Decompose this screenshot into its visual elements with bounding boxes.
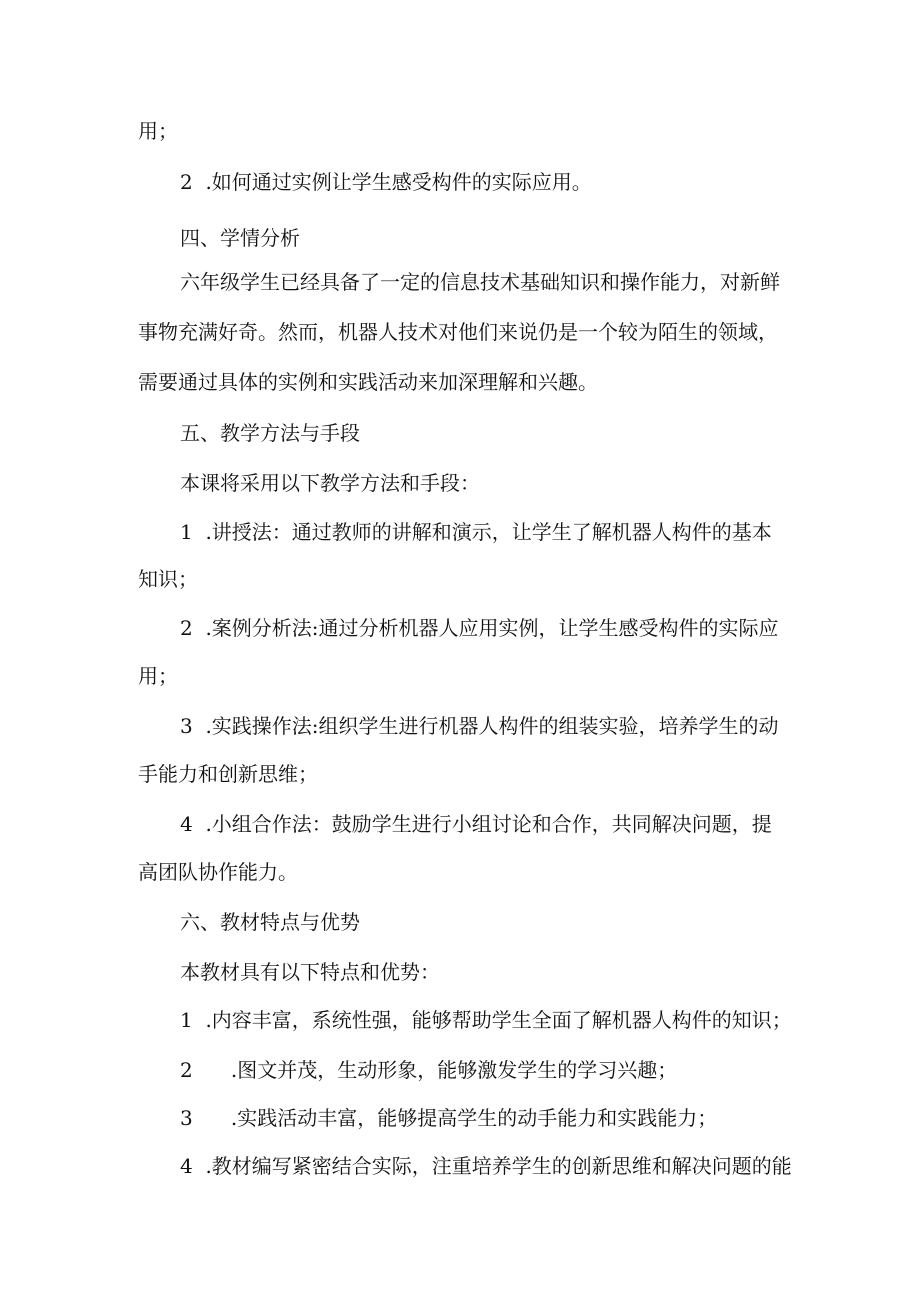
list-item: 2 .案例分析法:通过分析机器人应用实例，让学生感受构件的实际应	[180, 616, 779, 640]
list-item-continuation: 手能力和创新思维；	[138, 762, 318, 786]
paragraph-line: 事物充满好奇。然而，机器人技术对他们来说仍是一个较为陌生的领域，	[138, 320, 778, 344]
paragraph-line: 六年级学生已经具备了一定的信息技术基础知识和操作能力，对新鲜	[180, 270, 780, 294]
list-item: 4 .小组合作法：鼓励学生进行小组讨论和合作，共同解决问题，提	[180, 812, 772, 836]
list-item-continuation: 高团队协作能力。	[138, 860, 298, 884]
list-item: 4 .教材编写紧密结合实际，注重培养学生的创新思维和解决问题的能	[180, 1154, 792, 1178]
section-heading: 五、教学方法与手段	[180, 421, 360, 445]
paragraph-line: 本教材具有以下特点和优势：	[180, 960, 440, 984]
list-item-continuation: 用；	[138, 664, 178, 688]
list-item-continuation: 知识；	[138, 567, 198, 591]
list-item: 2 .图文并茂，生动形象，能够激发学生的学习兴趣；	[180, 1058, 678, 1082]
list-item: 3 .实践操作法:组织学生进行机器人构件的组装实验，培养学生的动	[180, 714, 779, 738]
list-item: 1 .内容丰富，系统性强，能够帮助学生全面了解机器人构件的知识；	[180, 1008, 792, 1032]
section-heading: 六、教材特点与优势	[180, 910, 360, 934]
list-item: 3 .实践活动丰富，能够提高学生的动手能力和实践能力；	[180, 1106, 718, 1130]
section-heading: 四、学情分析	[180, 226, 300, 250]
list-item: 1 .讲授法：通过教师的讲解和演示，让学生了解机器人构件的基本	[180, 520, 772, 544]
paragraph-line: 需要通过具体的实例和实践活动来加深理解和兴趣。	[138, 370, 598, 394]
list-item: 2 .如何通过实例让学生感受构件的实际应用。	[180, 170, 592, 194]
text-line: 用；	[138, 119, 178, 143]
paragraph-line: 本课将采用以下教学方法和手段：	[180, 471, 480, 495]
